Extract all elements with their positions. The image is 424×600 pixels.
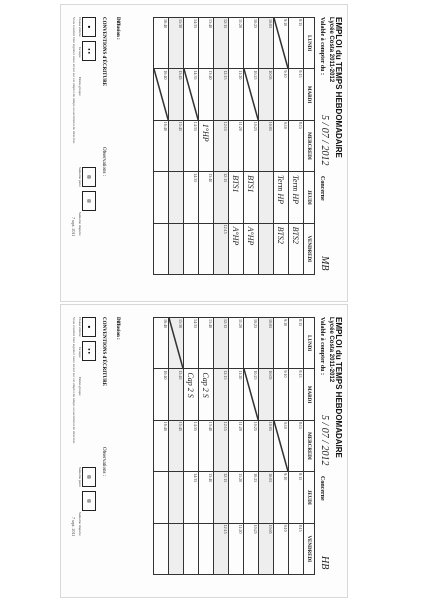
cell: 12:15 [214, 18, 229, 69]
cell [289, 223, 304, 274]
cell [199, 523, 214, 574]
handwritten-note: A°HP [231, 226, 240, 246]
cell: 10:05 [259, 120, 274, 171]
cell: 16:40 [154, 69, 169, 120]
cell: 14:35 [184, 172, 199, 223]
diffusion-label: Diffusion : [115, 317, 120, 340]
handwritten-note: BTS2 [276, 226, 285, 244]
cell: 11:20 [229, 523, 244, 574]
legend-symbol-odd: ▧ [82, 491, 96, 511]
header-row [304, 318, 315, 575]
cell: 14:35 [184, 420, 199, 471]
cell: 10:25 [244, 318, 259, 369]
cell [229, 172, 244, 223]
cell: 8:15 [289, 472, 304, 523]
cell: 11:20 [229, 120, 244, 171]
cell: 8:15 [289, 523, 304, 574]
time-row [199, 318, 214, 575]
cell: 16:40 [154, 420, 169, 471]
cell: 8:15 [289, 120, 304, 171]
cell [199, 223, 214, 274]
cell: 13:40 [199, 69, 214, 120]
sheet-footer [70, 317, 120, 575]
cell: 14:35 [184, 69, 199, 120]
valid-label: Valable à compter du : [319, 17, 325, 76]
footer-note: Vous voudrez bien signaler toute erreur sur cet emploi du temps au secrétariat de direction. [72, 317, 76, 445]
concerne-label: Concerne [319, 476, 325, 501]
handwritten-note: Cap 2 S [201, 372, 210, 398]
cell: 15:45 [169, 120, 184, 171]
sheet-subtitle: Lycée Costa 2011-2012 [328, 17, 334, 83]
cell: 10:05 [259, 369, 274, 420]
cell: 11:20 [229, 318, 244, 369]
legend-caption: Groupe [78, 347, 82, 358]
legend-title: CONVENTIONS d'ÉCRITURE [101, 317, 106, 387]
time-row [229, 18, 244, 275]
legend-caption: Classe entière [78, 317, 82, 337]
sheet-footer [70, 17, 120, 275]
legend-caption: Demi-groupe [78, 77, 82, 96]
time-row [184, 318, 199, 575]
day-header: VENDREDI [304, 223, 315, 274]
handwritten-note: BTS2 [291, 226, 300, 244]
legend-title: CONVENTIONS d'ÉCRITURE [101, 17, 106, 87]
day-header: MERCREDI [304, 420, 315, 471]
cell: 15:30 [169, 318, 184, 369]
day-header: MARDI [304, 69, 315, 120]
footer-note: Vous voudrez bien signaler toute erreur sur cet emploi du temps au secrétariat de direction. [72, 17, 76, 145]
cell [244, 172, 259, 223]
handwritten-note: Term HP [276, 175, 285, 204]
cell: 13:40 [199, 318, 214, 369]
cell: 16:40 [154, 318, 169, 369]
valid-date: 5 / 07 / 2012 [319, 415, 330, 466]
day-header: LUNDI [304, 318, 315, 369]
cell: 9:10 [274, 420, 289, 471]
time-row [244, 318, 259, 575]
cell [154, 523, 169, 574]
cell [229, 223, 244, 274]
legend-caption: Classe entière [78, 17, 82, 37]
cell: 13:40 [199, 420, 214, 471]
day-header: LUNDI [304, 18, 315, 69]
concerne-value: HB [319, 556, 330, 570]
cell: 12:15 [214, 172, 229, 223]
cell: 12:15 [214, 369, 229, 420]
day-header: MARDI [304, 369, 315, 420]
cell: 10:25 [244, 472, 259, 523]
cell: 11:20 [229, 18, 244, 69]
time-row [169, 318, 184, 575]
cell [259, 223, 274, 274]
footer-ref: 7 sept. 2011 [71, 217, 76, 237]
cell: 9:10 [274, 69, 289, 120]
legend-caption: Semaine paire [78, 167, 82, 187]
handwritten-note: A°HP [246, 226, 255, 246]
cell: 10:05 [259, 18, 274, 69]
time-row [274, 18, 289, 275]
cell [289, 172, 304, 223]
legend-caption: Demi-groupe [78, 377, 82, 396]
handwritten-note: BTS1 [246, 175, 255, 193]
concerne-value: MB [319, 256, 330, 271]
handwritten-note: BTS1 [231, 175, 240, 193]
time-row [214, 18, 229, 275]
header-row [304, 18, 315, 275]
cell [184, 523, 199, 574]
cell: 9:10 [274, 18, 289, 69]
cell: 9:10 [274, 318, 289, 369]
cell: 11:20 [229, 420, 244, 471]
cell: 10:05 [259, 69, 274, 120]
cell: 12:15 [214, 420, 229, 471]
timetable-sheet-1 [60, 4, 348, 302]
observations-label: Observations : [101, 147, 106, 177]
cell: 15:45 [169, 420, 184, 471]
legend-caption: Groupe [78, 47, 82, 58]
cell [244, 223, 259, 274]
cell: 10:25 [244, 420, 259, 471]
cell [169, 523, 184, 574]
cell [259, 172, 274, 223]
legend-symbol-whole: ■ [82, 317, 96, 337]
cell: 12:15 [214, 318, 229, 369]
legend-symbol-whole: ■ [82, 17, 96, 37]
footer-ref: 7 sept. 2011 [71, 517, 76, 537]
cell: 8:15 [289, 18, 304, 69]
day-header: VENDREDI [304, 523, 315, 574]
cell: 10:25 [244, 120, 259, 171]
cell: 10:25 [244, 369, 259, 420]
cell [199, 369, 214, 420]
cell [169, 172, 184, 223]
handwritten-note: 1°HP [201, 123, 210, 142]
handwritten-note: Cap 2 S [186, 372, 195, 398]
cell: 11:20 [229, 369, 244, 420]
cell [169, 223, 184, 274]
cell [154, 172, 169, 223]
cell [274, 172, 289, 223]
time-row [259, 318, 274, 575]
cell: 12:15 [214, 120, 229, 171]
cell: 9:10 [274, 120, 289, 171]
legend-caption: Semaine impaire [78, 212, 82, 236]
cell: 14:35 [184, 18, 199, 69]
cell: 16:40 [154, 369, 169, 420]
time-row [229, 318, 244, 575]
time-row [154, 318, 169, 575]
cell [169, 472, 184, 523]
valid-label: Valable à compter du : [319, 317, 325, 376]
cell: 9:10 [274, 523, 289, 574]
cell: 14:35 [184, 120, 199, 171]
cell: 14:35 [184, 472, 199, 523]
cell: 15:45 [169, 69, 184, 120]
time-row [169, 18, 184, 275]
cell: 12:15 [214, 472, 229, 523]
diffusion-label: Diffusion : [115, 17, 120, 40]
timetable-sheet-2 [60, 304, 348, 598]
cell: 10:25 [244, 69, 259, 120]
cell [154, 472, 169, 523]
cell: 16:40 [154, 18, 169, 69]
concerne-label: Concerne [319, 176, 325, 201]
cell: 8:15 [289, 369, 304, 420]
day-header: JEUDI [304, 172, 315, 223]
time-row [259, 18, 274, 275]
cell: 13:40 [199, 172, 214, 223]
time-row [274, 318, 289, 575]
day-header: JEUDI [304, 472, 315, 523]
legend-symbol-even: ▨ [82, 167, 96, 187]
cell [274, 223, 289, 274]
cell: 10:05 [259, 523, 274, 574]
sheet-title: EMPLOI du TEMPS HEBDOMADAIRE [334, 17, 343, 158]
cell: 10:05 [259, 420, 274, 471]
cell: 8:15 [289, 420, 304, 471]
handwritten-note: Term HP [291, 175, 300, 204]
cell: 12:15 [214, 223, 229, 274]
sheet-subtitle: Lycée Costa 2011-2012 [328, 317, 334, 383]
legend-symbol-odd: ▧ [82, 191, 96, 211]
cell: 11:20 [229, 69, 244, 120]
cell: 15:30 [169, 18, 184, 69]
cell: 14:35 [184, 318, 199, 369]
cell: 10:25 [244, 18, 259, 69]
timetable-grid [153, 317, 315, 575]
cell: 10:25 [244, 523, 259, 574]
cell: 9:10 [274, 369, 289, 420]
legend-symbol-even: ▨ [82, 467, 96, 487]
cell: 15:45 [169, 369, 184, 420]
time-row [214, 318, 229, 575]
valid-date: 5 / 07 / 2012 [319, 115, 330, 166]
cell [199, 120, 214, 171]
cell: 13:40 [199, 472, 214, 523]
time-row [289, 18, 304, 275]
cell: 13:40 [199, 18, 214, 69]
legend-symbol-group: ● ● [82, 341, 96, 361]
observations-label: Observations : [101, 447, 106, 477]
cell: 8:15 [289, 69, 304, 120]
time-row [154, 18, 169, 275]
cell [184, 223, 199, 274]
legend-caption: Semaine paire [78, 467, 82, 487]
timetable-grid [153, 17, 315, 275]
cell: 8:15 [289, 318, 304, 369]
time-row [244, 18, 259, 275]
time-row [184, 18, 199, 275]
cell: 12:15 [214, 69, 229, 120]
sheet-title: EMPLOI du TEMPS HEBDOMADAIRE [334, 317, 343, 458]
time-row [199, 18, 214, 275]
cell [184, 369, 199, 420]
legend-symbol-group: ● ● [82, 41, 96, 61]
time-row [289, 318, 304, 575]
cell: 12:15 [214, 523, 229, 574]
cell [154, 223, 169, 274]
day-header: MERCREDI [304, 120, 315, 171]
cell: 11:20 [229, 472, 244, 523]
cell: 10:05 [259, 472, 274, 523]
cell: 9:10 [274, 472, 289, 523]
legend-caption: Semaine impaire [78, 512, 82, 536]
cell: 16:40 [154, 120, 169, 171]
cell: 10:05 [259, 318, 274, 369]
